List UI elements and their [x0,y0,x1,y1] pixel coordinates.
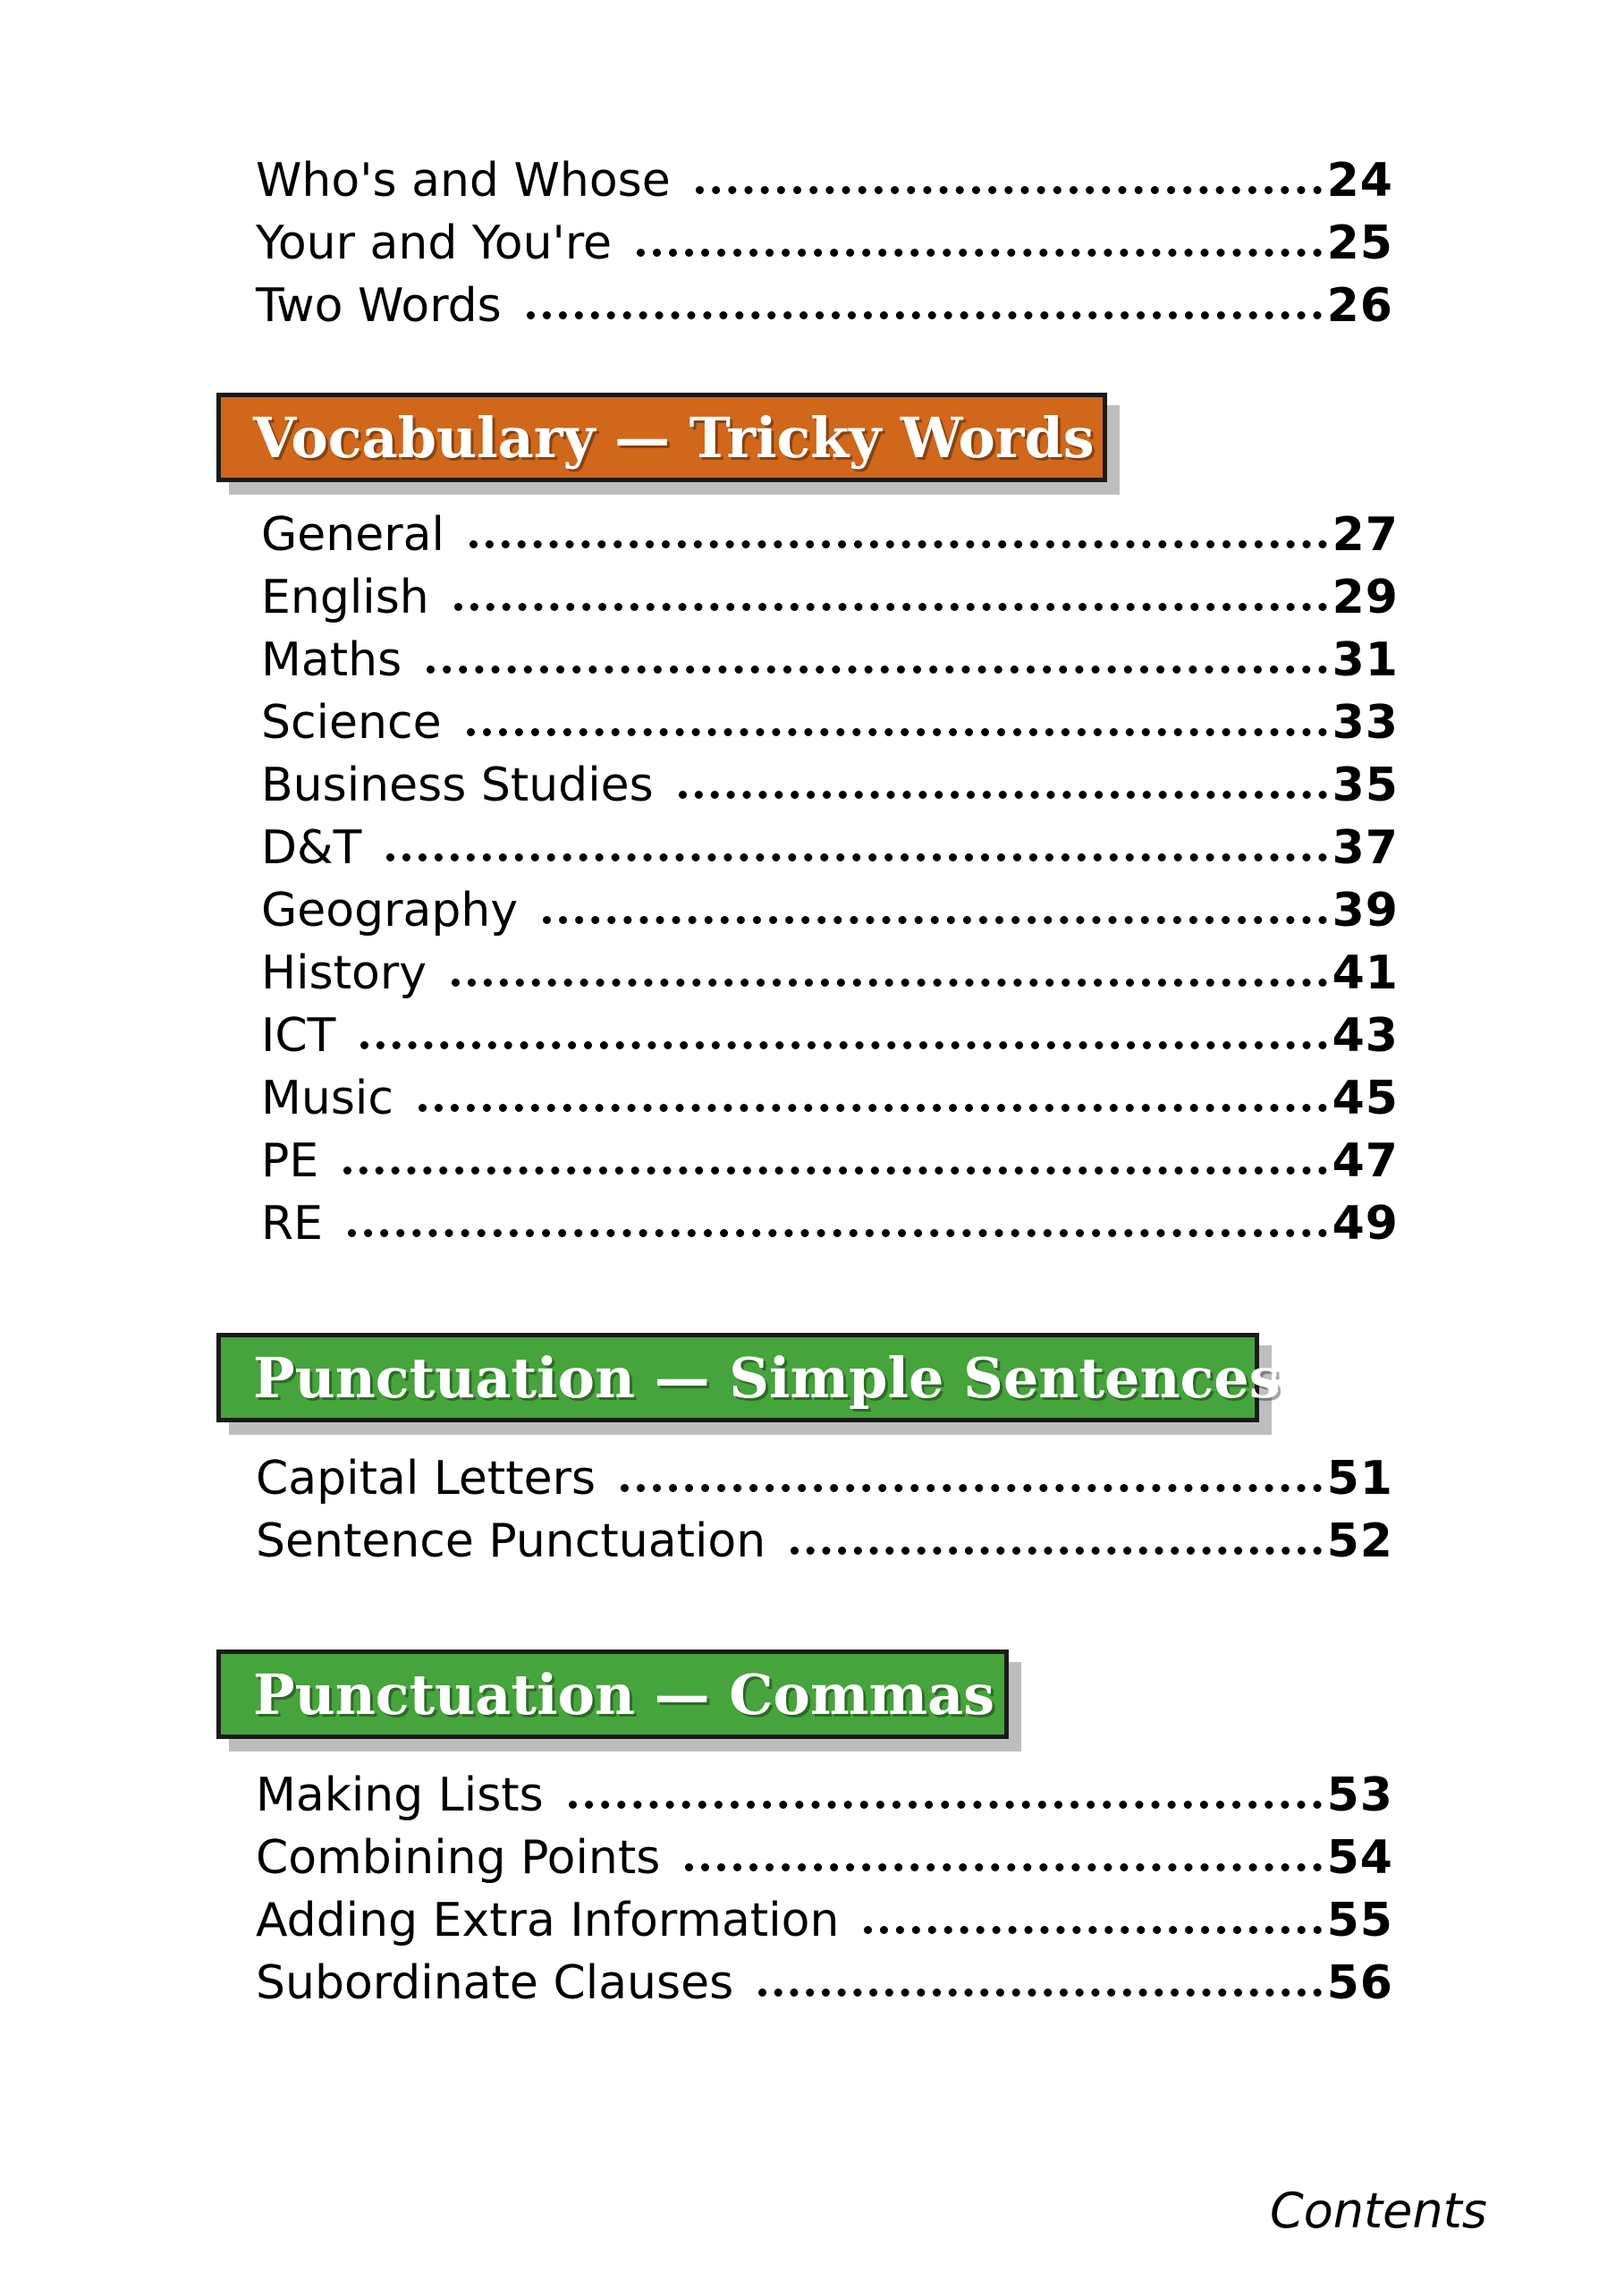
toc-entry[interactable] [256,149,1393,212]
toc-entry-label: Making Lists [256,1768,544,1822]
dot-leader [360,1041,1326,1049]
toc-entry-label: General [261,508,444,562]
toc-entry-label: Capital Letters [256,1452,596,1505]
toc-list-vocabulary [261,504,1399,1255]
toc-entry-page: 56 [1326,1956,1393,2010]
toc-entry-page: 41 [1332,946,1399,1000]
toc-entry-label: Science [261,696,442,750]
toc-entry[interactable] [261,879,1399,942]
toc-entry-page: 37 [1332,821,1399,875]
toc-entry[interactable] [261,1192,1399,1255]
toc-entry[interactable] [261,942,1399,1005]
toc-entry-page: 49 [1332,1197,1399,1251]
dot-leader [452,979,1327,987]
toc-entry-label: Adding Extra Information [256,1894,840,1947]
toc-list-top [256,149,1393,337]
toc-entry-page: 53 [1326,1768,1393,1822]
dot-leader [469,540,1327,548]
toc-entry[interactable] [256,275,1393,337]
toc-entry-label: PE [261,1134,319,1188]
dot-leader [419,1104,1327,1112]
toc-entry[interactable] [256,1952,1393,2014]
toc-entry-page: 54 [1326,1831,1393,1885]
dot-leader [791,1547,1321,1555]
section-header-commas [216,1650,1009,1739]
section-header-simple-sentences [216,1333,1281,1422]
toc-entry-label: English [261,571,429,624]
toc-entry-page: 45 [1332,1072,1399,1125]
toc-entry-label: Business Studies [261,759,654,812]
toc-entry[interactable] [256,1510,1393,1573]
toc-entry[interactable] [261,817,1399,879]
dot-leader [696,186,1322,194]
dot-leader [685,1863,1321,1871]
toc-entry[interactable] [261,1005,1399,1067]
dot-leader [637,249,1322,257]
toc-entry-page: 51 [1326,1452,1393,1505]
toc-entry-page: 31 [1332,633,1399,687]
dot-leader [543,916,1327,924]
toc-entry-label: ICT [261,1009,336,1063]
dot-leader [527,311,1322,319]
dot-leader [427,666,1326,674]
toc-entry-page: 43 [1332,1009,1399,1063]
dot-leader [467,728,1327,736]
dot-leader [343,1166,1326,1175]
toc-entry-label: Geography [261,884,519,937]
toc-entry-page: 33 [1332,696,1399,750]
toc-entry[interactable] [256,1764,1393,1827]
section-title: Punctuation — Simple Sentences [253,1344,1281,1411]
page-footer-contents: Contents [1270,2183,1487,2239]
section-title: Vocabulary — Tricky Words [253,404,1095,471]
toc-entry-label: RE [261,1197,323,1251]
dot-leader [679,791,1327,799]
dot-leader [569,1801,1322,1809]
dot-leader [621,1484,1321,1492]
toc-entry-label: Music [261,1072,393,1125]
toc-entry-label: Your and You're [256,216,613,270]
toc-entry-page: 39 [1332,884,1399,937]
toc-entry-page: 26 [1326,279,1393,333]
dot-leader [758,1989,1321,1997]
toc-entry-label: Subordinate Clauses [256,1956,734,2010]
toc-entry[interactable] [261,504,1399,566]
toc-entry[interactable] [261,691,1399,754]
toc-entry[interactable] [256,212,1393,275]
dot-leader [864,1926,1321,1934]
toc-list-simple-sentences [256,1447,1393,1573]
dot-leader [386,853,1326,861]
toc-entry[interactable] [261,754,1399,817]
toc-entry[interactable] [261,1067,1399,1130]
toc-entry-label: D&T [261,821,362,875]
dot-leader [348,1229,1327,1237]
toc-entry-page: 29 [1332,571,1399,624]
toc-entry-label: Who's and Whose [256,154,671,208]
toc-entry-label: History [261,946,427,1000]
dot-leader [454,603,1327,611]
toc-entry[interactable] [256,1827,1393,1889]
toc-entry-page: 52 [1326,1514,1393,1568]
section-header-vocabulary [216,393,1107,482]
toc-entry-page: 55 [1326,1894,1393,1947]
toc-entry[interactable] [261,629,1399,691]
toc-entry[interactable] [256,1889,1393,1952]
toc-entry[interactable] [261,1130,1399,1192]
toc-entry-label: Sentence Punctuation [256,1514,766,1568]
toc-entry-label: Two Words [256,279,502,333]
toc-entry-page: 25 [1326,216,1393,270]
toc-entry-page: 35 [1332,759,1399,812]
toc-list-commas [256,1764,1393,2014]
toc-entry-label: Combining Points [256,1831,661,1885]
toc-entry-page: 27 [1332,508,1399,562]
toc-entry[interactable] [261,566,1399,629]
toc-entry-page: 47 [1332,1134,1399,1188]
section-title: Punctuation — Commas [253,1661,995,1727]
toc-entry[interactable] [256,1447,1393,1510]
toc-entry-page: 24 [1326,154,1393,208]
toc-entry-label: Maths [261,633,402,687]
